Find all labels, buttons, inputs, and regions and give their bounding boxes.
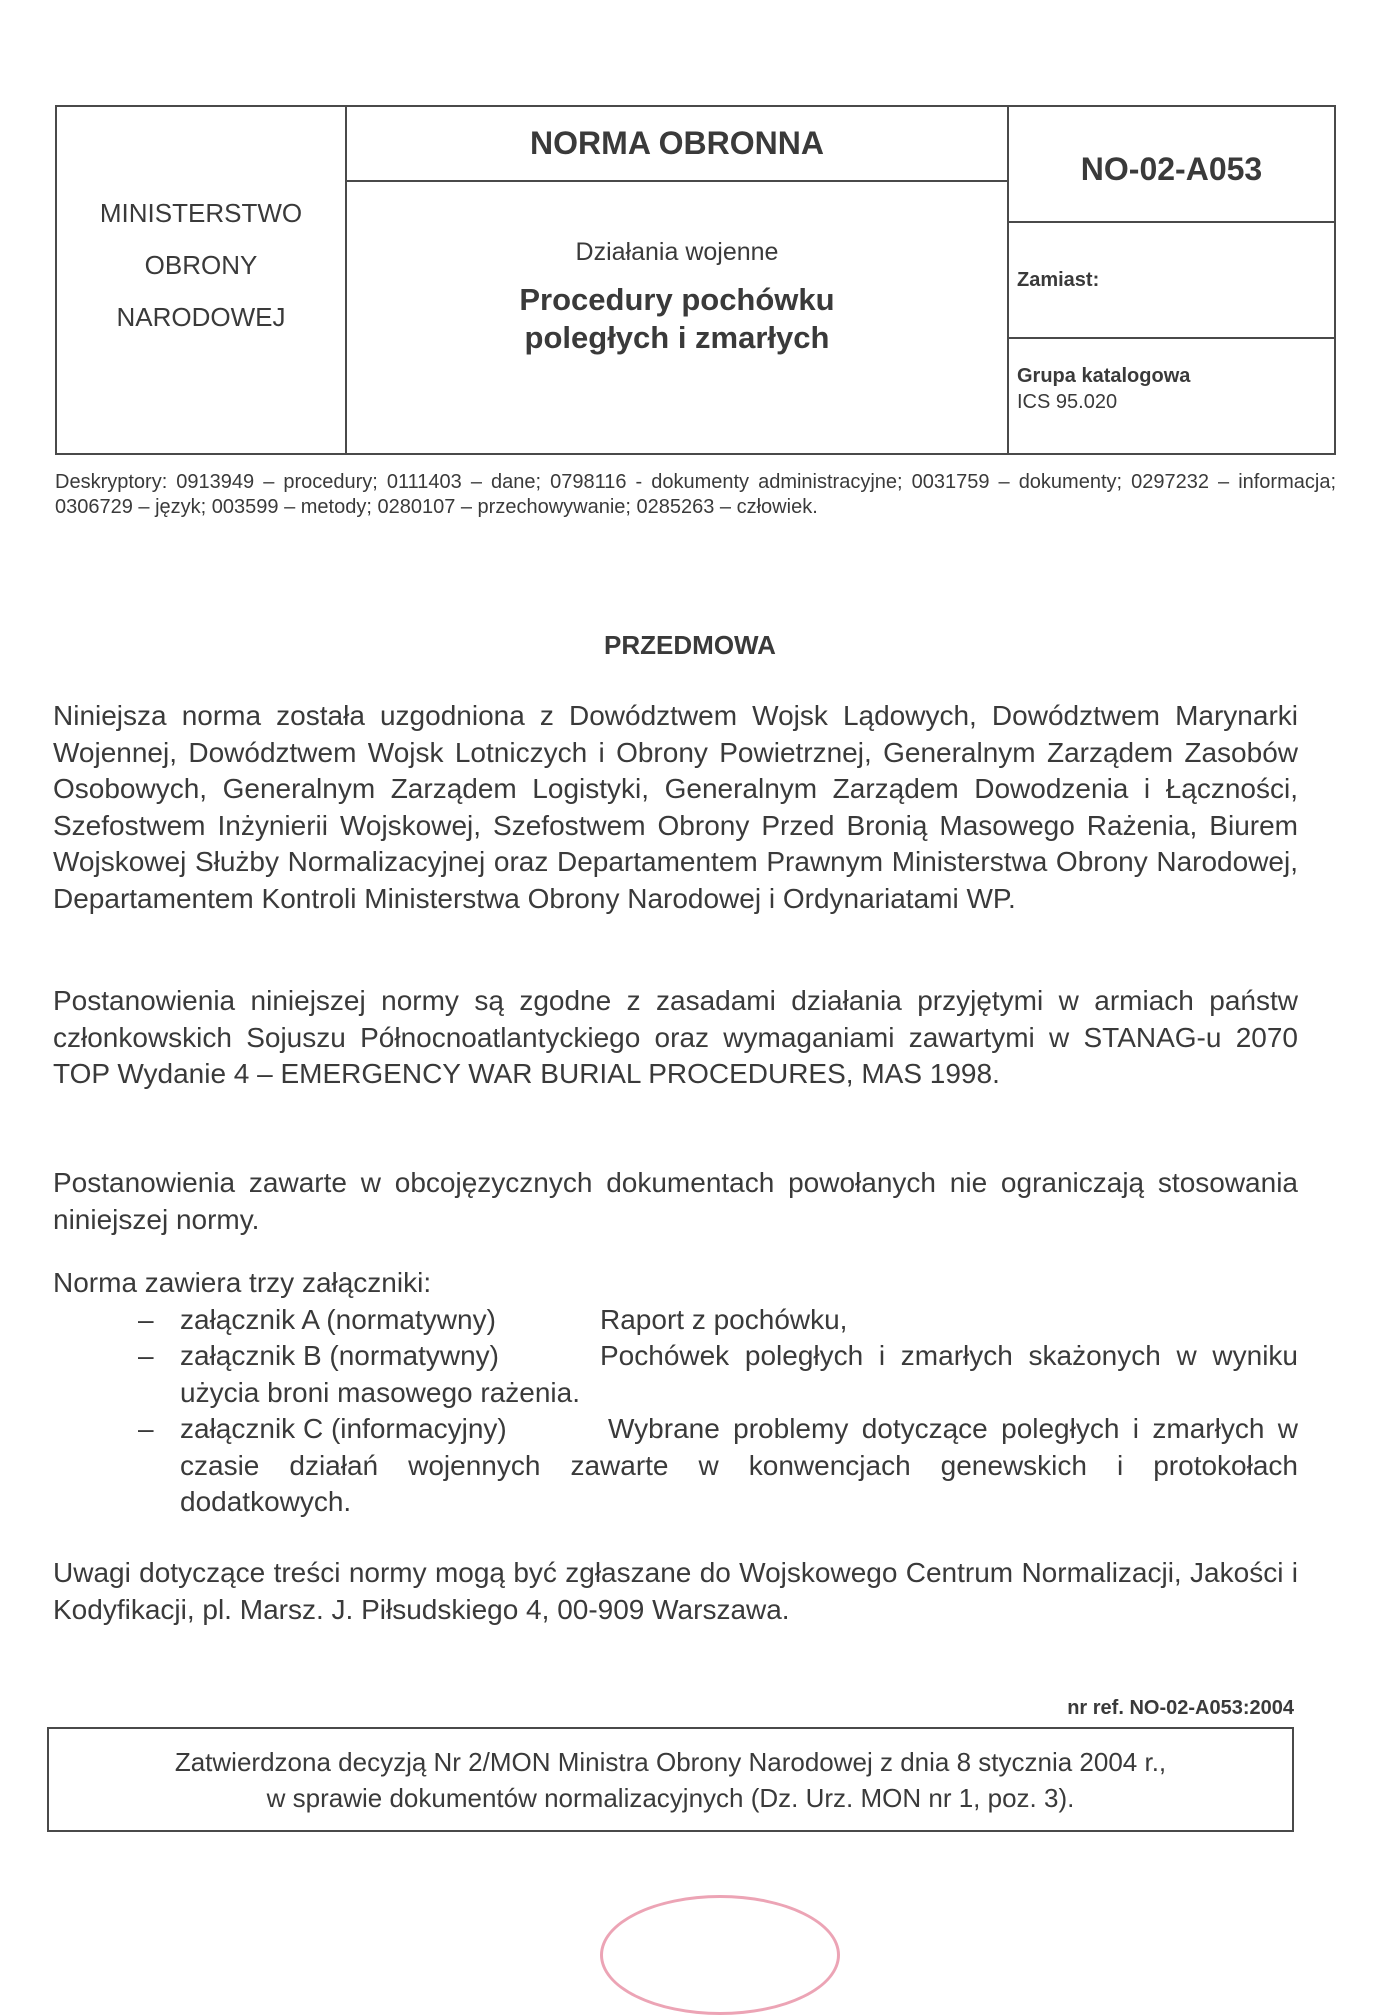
list-dash: – (138, 1413, 154, 1444)
subject-area: Działania wojenne (575, 238, 779, 266)
annex-name: załącznik A (normatywny) (180, 1303, 496, 1335)
comments-paragraph: Uwagi dotyczące treści normy mogą być zgłaszane do Wojskowego Centrum Normalizacji, Jakości i Kodyfikacji, pl. Marsz. J. Piłsudskiego 4, 00-909 Warszawa. (53, 1557, 1298, 1625)
descriptors: Deskryptory: 0913949 – procedury; 0111403 – dane; 0798116 - dokumenty administracyjne; 0031759 – dokumenty; 0297232 – informacja; 0306729 – język; 003599 – metody; 0280107 – przechowywanie; 0285263 – człowiek. (55, 471, 1336, 518)
annex-description: Wybrane problemy dotyczące poległych i zmarłych w czasie działań wojennych zawarte w konwencjach genewskich i protokołach dodatkowych. (180, 1413, 1298, 1517)
approval-line-2: w sprawie dokumentów normalizacyjnych (Dz. Urz. MON nr 1, poz. 3). (266, 1782, 1075, 1813)
doc-title-line-1: Procedury pochówku (519, 282, 835, 317)
replaces-label: Zamiast: (1009, 223, 1334, 339)
list-dash: – (138, 1303, 154, 1335)
annexes-section (53, 1265, 1298, 1521)
foreword-paragraph-2: Postanowienia niniejszej normy są zgodne z zasadami działania przyjętymi w armiach państw członkowskich Sojuszu Północnoatlantyckiego oraz wymaganiami zawartymi w STANAG-u 2070 TOP Wydanie 4 – EMERGENCY WAR BURIAL PROCEDURES, MAS 1998. (53, 985, 1298, 1089)
catalog-group-label: Grupa katalogowa (1017, 365, 1191, 387)
catalog-group-cell (1009, 339, 1334, 453)
annex-item-a (53, 1302, 1298, 1339)
reference-number: nr ref. NO-02-A053:2004 (1067, 1697, 1294, 1719)
ministry-line: MINISTERSTWO (99, 198, 303, 228)
header-table (55, 105, 1336, 455)
approval-box (47, 1727, 1294, 1832)
annexes-intro: Norma zawiera trzy załączniki: (53, 1267, 432, 1298)
annex-description: Pochówek poległych i zmarłych skażonych w wyniku użycia broni masowego rażenia. (180, 1340, 1298, 1408)
list-dash: – (138, 1340, 154, 1371)
ministry-cell (57, 107, 347, 453)
annex-list (53, 1302, 1298, 1521)
foreword-paragraph-3: Postanowienia zawarte w obcojęzycznych dokumentach powołanych nie ograniczają stosowania niniejszej normy. (53, 1167, 1298, 1235)
doc-title-line-2: poległych i zmarłych (524, 320, 830, 355)
title-cell (347, 182, 1007, 453)
meta-column (1009, 107, 1334, 453)
annex-name: załącznik C (informacyjny) (180, 1413, 507, 1444)
ministry-line: OBRONY (144, 250, 258, 280)
annex-item-b (53, 1338, 1298, 1411)
annex-name: załącznik B (normatywny) (180, 1340, 499, 1371)
foreword-paragraph-1: Niniejsza norma została uzgodniona z Dowództwem Wojsk Lądowych, Dowództwem Marynarki Wojennej, Dowództwem Wojsk Lotniczych i Obrony Powietrznej, Generalnym Zarządem Zasobów Osobowych, Generalnym Zarządem Logistyki, Generalnym Zarządem Dowodzenia i Łączności, Szefostwem Inżynierii Wojskowej, Szefostwem Obrony Przed Bronią Masowego Rażenia, Biurem Wojskowej Służby Normalizacyjnej oraz Departamentem Prawnym Ministerstwa Obrony Narodowej, Departamentem Kontroli Ministerstwa Obrony Narodowej i Ordynariatami WP. (53, 700, 1298, 914)
foreword-heading: PRZEDMOWA (604, 630, 776, 660)
annex-item-c (53, 1411, 1298, 1521)
title-column (347, 107, 1009, 453)
annex-description: Raport z pochówku, (600, 1303, 848, 1335)
ministry-line: NARODOWEJ (116, 302, 286, 332)
approval-line-1: Zatwierdzona decyzją Nr 2/MON Ministra Obrony Narodowej z dnia 8 stycznia 2004 r., (174, 1746, 1167, 1777)
doc-type: NORMA OBRONNA (347, 107, 1007, 182)
official-stamp-icon (600, 1895, 840, 2015)
norm-code: NO-02-A053 (1009, 107, 1334, 223)
catalog-group-value: ICS 95.020 (1017, 391, 1118, 413)
